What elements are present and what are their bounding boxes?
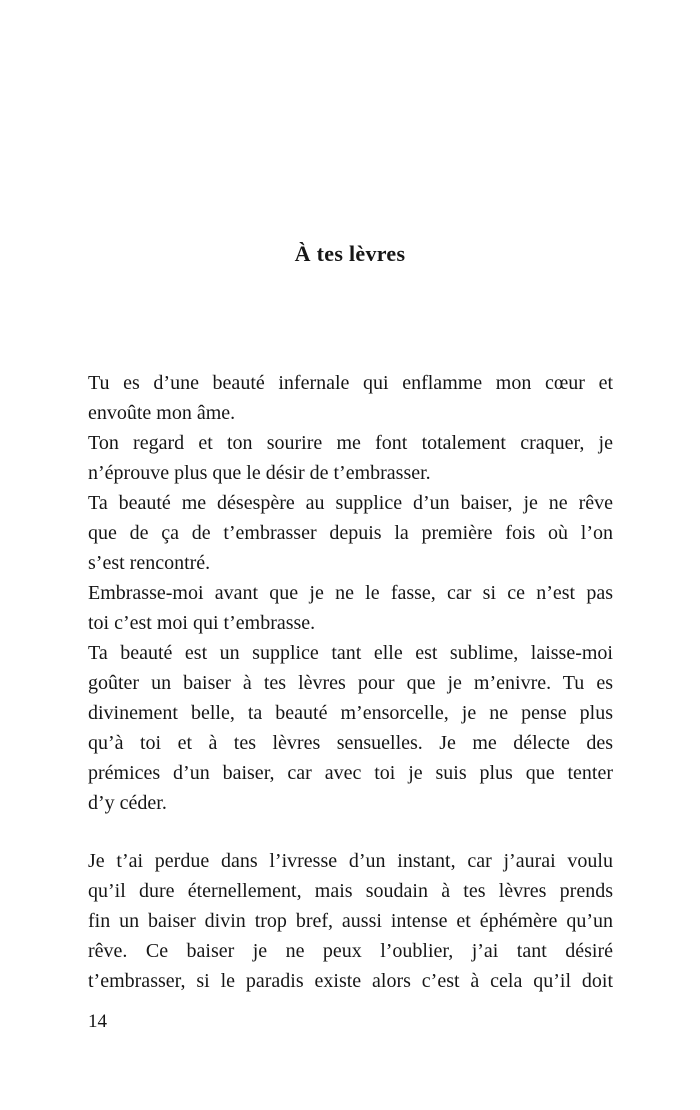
page-number: 14 <box>88 1011 107 1032</box>
text-line: n’éprouve plus que le désir de t’embrasser. <box>88 462 431 484</box>
text-line: qu’il dure éternellement, mais soudain à tes lèvres prends <box>88 880 613 902</box>
text-line: toi c’est moi qui t’embrasse. <box>88 612 316 634</box>
paragraph <box>88 846 613 996</box>
text-line: Ton regard et ton sourire me font totalement craquer, je <box>88 432 613 454</box>
paragraph <box>88 428 613 488</box>
text-line: divinement belle, ta beauté m’ensorcelle, je ne pense plus <box>88 702 613 724</box>
body-text <box>88 368 613 996</box>
text-line: d’y céder. <box>88 792 167 814</box>
text-line: goûter un baiser à tes lèvres pour que je m’enivre. Tu es <box>88 672 613 694</box>
text-line: fin un baiser divin trop bref, aussi intense et éphémère qu’un <box>88 910 613 932</box>
text-line: s’est rencontré. <box>88 552 211 574</box>
text-line: Embrasse-moi avant que je ne le fasse, car si ce n’est pas <box>88 582 613 604</box>
text-line: que de ça de t’embrasser depuis la première fois où l’on <box>88 522 613 544</box>
text-line: rêve. Ce baiser je ne peux l’oublier, j’ai tant désiré <box>88 940 613 962</box>
paragraph <box>88 488 613 578</box>
text-line: Tu es d’une beauté infernale qui enflamme mon cœur et <box>88 372 613 394</box>
paragraph <box>88 638 613 818</box>
text-line: t’embrasser, si le paradis existe alors c’est à cela qu’il doit <box>88 970 613 992</box>
text-line: prémices d’un baiser, car avec toi je suis plus que tenter <box>88 762 613 784</box>
paragraph <box>88 578 613 638</box>
paragraph <box>88 368 613 428</box>
chapter-title: À tes lèvres <box>294 241 406 266</box>
text-line: Ta beauté est un supplice tant elle est sublime, laisse-moi <box>88 642 613 664</box>
text-line: qu’à toi et à tes lèvres sensuelles. Je me délecte des <box>88 732 613 754</box>
text-line: Je t’ai perdue dans l’ivresse d’un instant, car j’aurai voulu <box>88 850 613 872</box>
text-line: envoûte mon âme. <box>88 402 236 424</box>
text-line: Ta beauté me désespère au supplice d’un baiser, je ne rêve <box>88 492 613 514</box>
